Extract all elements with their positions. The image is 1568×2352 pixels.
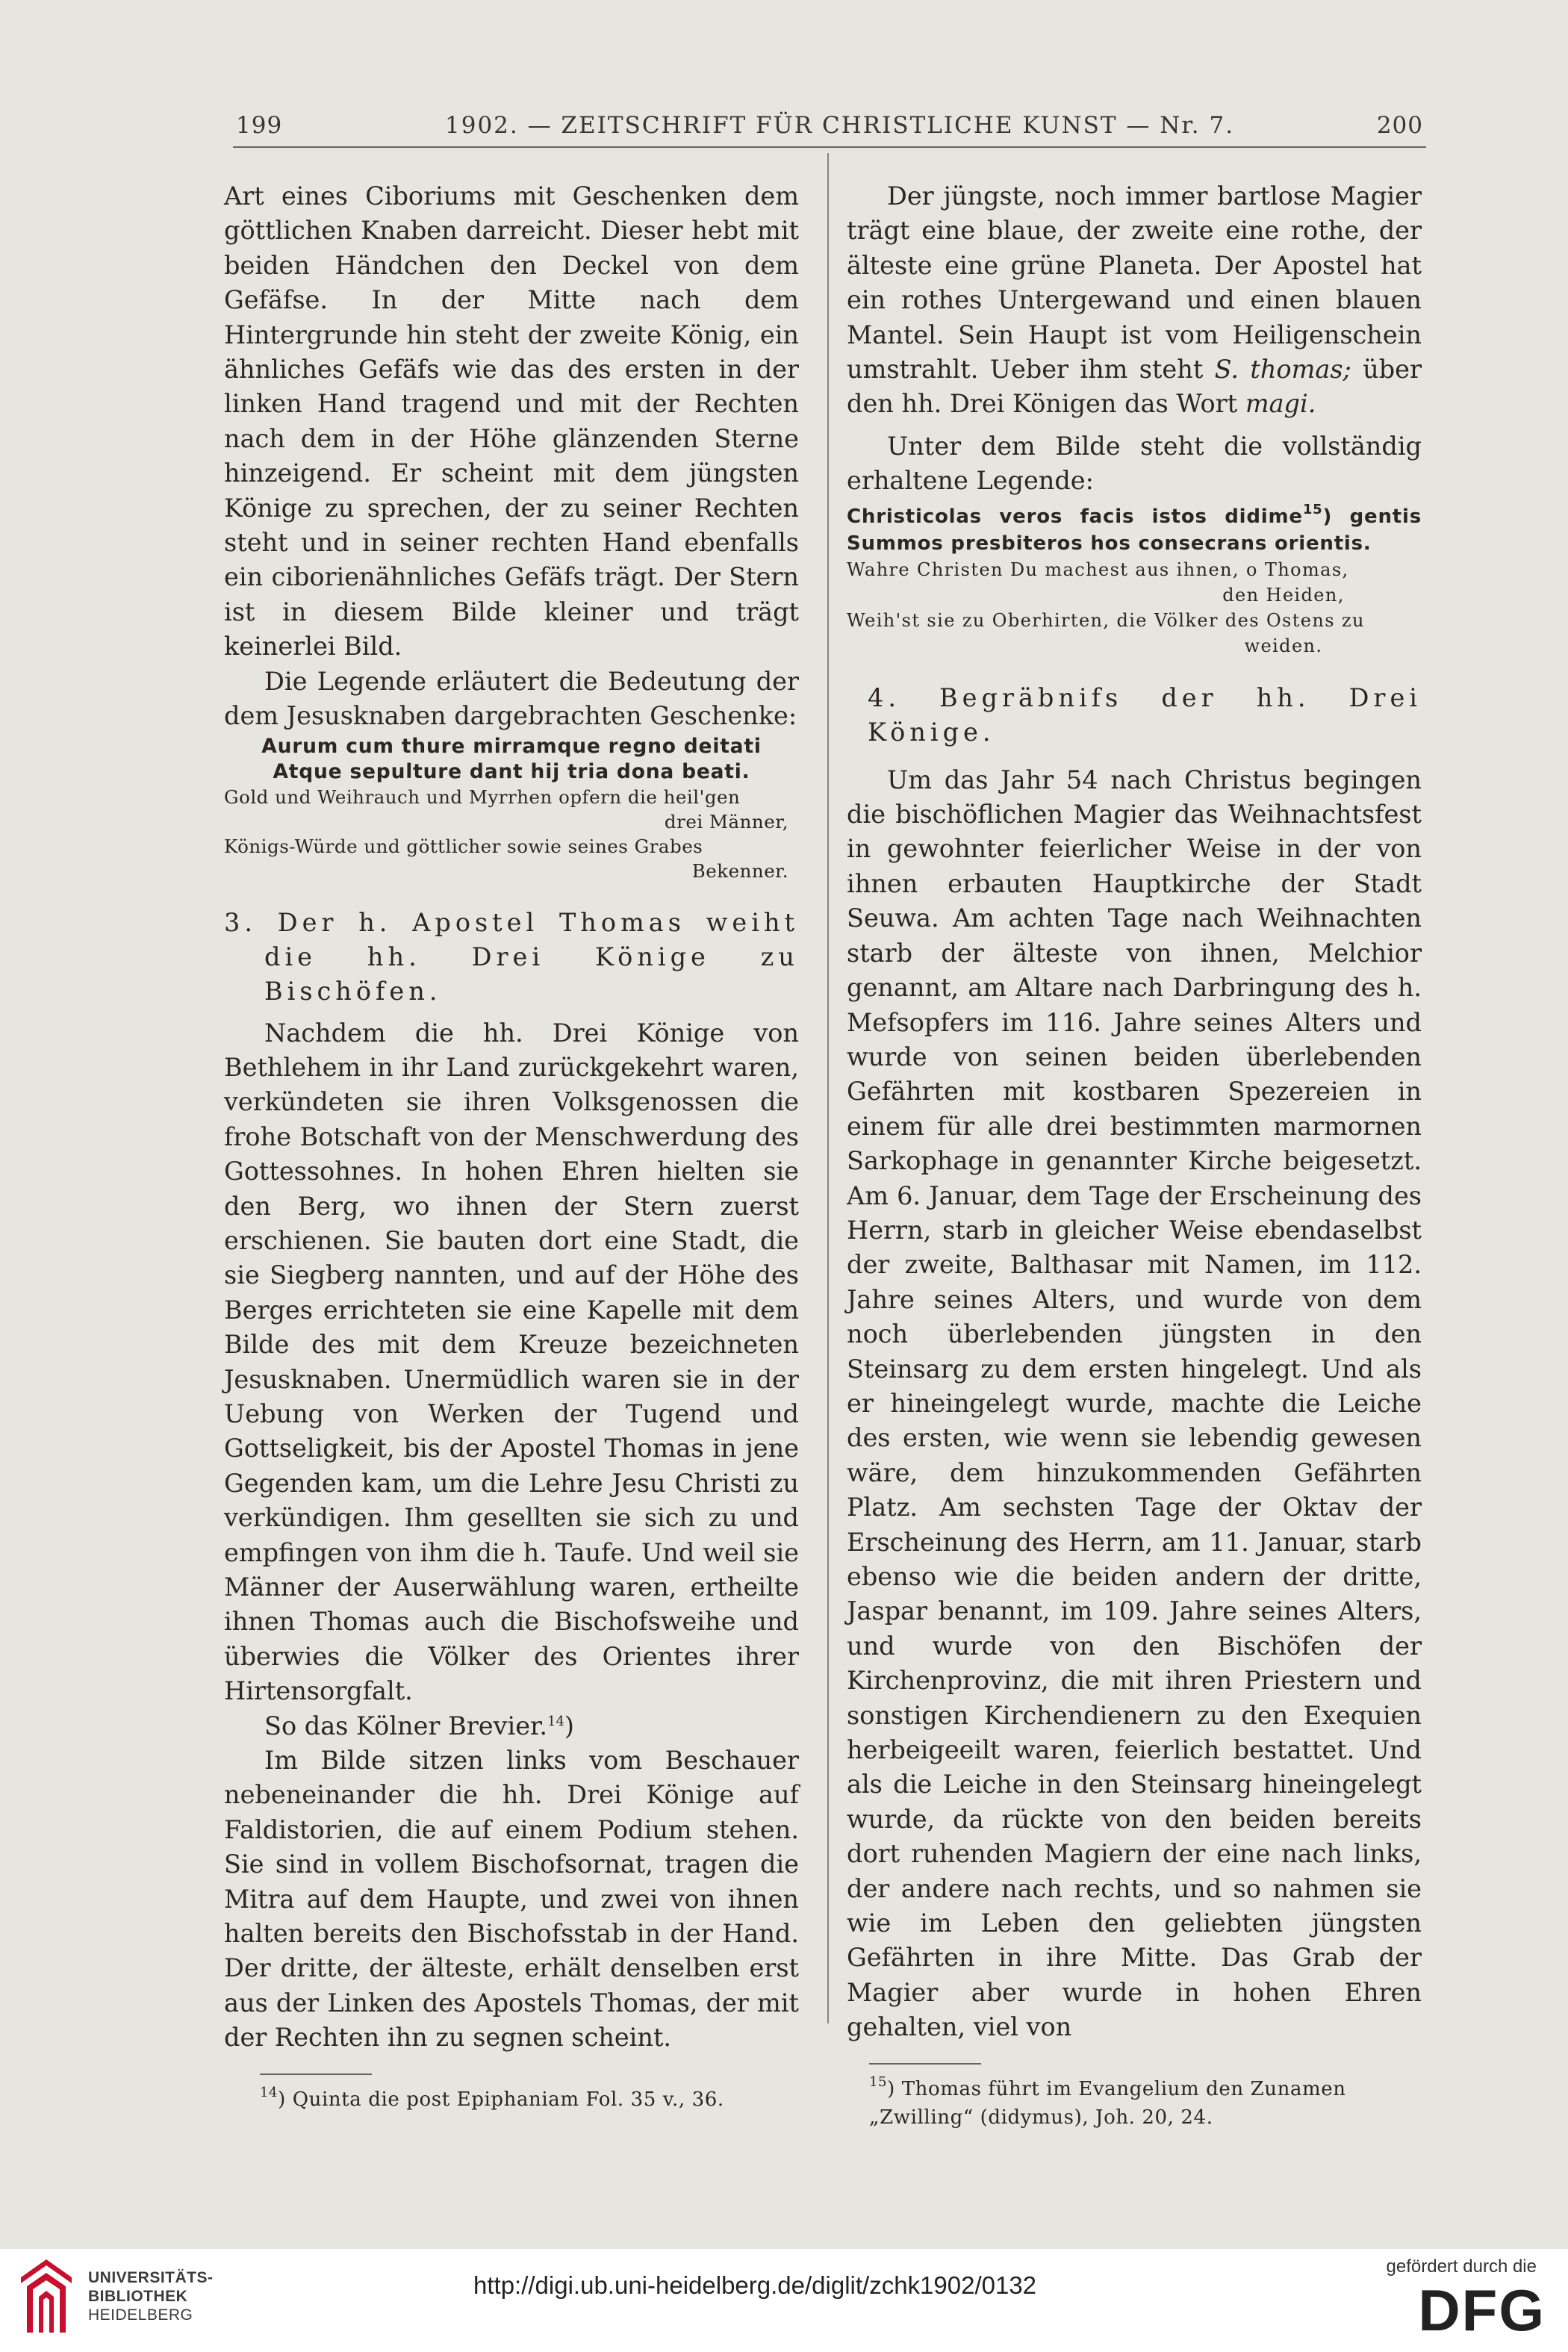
column-divider bbox=[827, 153, 829, 2023]
translation-1-line-a: Gold und Weihrauch und Myrrhen opfern die heil'gen bbox=[224, 785, 741, 808]
right-paragraph-3: Um das Jahr 54 nach Christus begingen die bischöflichen Magier das Weihnachtsfest in gewohnter feierlicher Weise in der von ihnen erbauten Hauptkirche der Stadt Seuwa. Am achten Tage nach Weihnachten starb der älteste von ihnen, Melchior genannt, am Altare nach Darbringung des h. Mefsopfers im 116. Jahre seines Alters und wurde von seinen beiden überlebenden Gefährten mit kostbaren Spezereien in einem für alle drei bestimmten marmornen Sarkophage in genannter Kirche beigesetzt. Am 6. Januar, dem Tage der Erscheinung des Herrn, starb in gleicher Weise ebendaselbst der zweite, Balthasar mit Namen, im 112. Jahre seines Alters, und wurde von dem noch überlebenden jüngsten in den Steinsarg zu dem ersten hingelegt. Und als er hineingelegt wurde, machte die Leiche des ersten, wie wenn sie lebendig gewesen wäre, dem hinzukommenden Gefährten Platz. Am sechsten Tage der Oktav der Erscheinung des Herrn, am 11. Januar, starb ebenso wie die beiden andern der dritte, Jaspar benannt, im 109. Jahre seines Alters, und wurde von den Bischöfen der Kirchenprovinz, die mit ihren Priestern und sonstigen Kirchendienern zu den Exequien herbeigeeilt waren, feierlich bestattet. Und als die Leiche in den Steinsarg hineingelegt wurde, da rückte von den beiden bereits dort ruhenden Magiern der eine nach links, der andere nach rechts, und so nahmen sie wie im Leben den geliebten jüngsten Gefährten in ihre Mitte. Das Grab der Magier aber wurde in hohen Ehren gehalten, viel von bbox=[847, 765, 1422, 2042]
left-paragraph-3: Nachdem die hh. Drei Könige von Bethlehem in ihr Land zurückgekehrt waren, verkündeten sie ihren Volksgenossen die frohe Botschaft von der Menschwerdung des Gottessohnes. In hohen Ehren hielten sie den Berg, wo ihnen der Stern zuerst erschienen. Sie bauten dort eine Stadt, die sie Siegberg nannten, und auf der Höhe des Berges errichteten sie eine Kapelle mit dem Bilde des mit dem Kreuze bezeichneten Jesusknaben. Unermüdlich waren sie in der Uebung von Werken der Tugend und Gottseligkeit, bis der Apostel Thomas in jene Gegenden kam, um die Lehre Jesu Christi zu verkündigen. Ihm gesellten sie sich zu und empfingen von ihm die h. Taufe. Und weil sie Männer der Auserwählung waren, ertheilte ihnen Thomas auch die Bischofsweihe und überwies die Völker des Orientes ihrer Hirtensorgfalt. bbox=[224, 1018, 799, 1706]
header-rule bbox=[233, 146, 1426, 148]
translation-right-1-line-a: Wahre Christen Du machest aus ihnen, o Thomas, bbox=[847, 559, 1349, 580]
section-heading-3: 3. Der h. Apostel Thomas weiht die hh. Drei Könige zu Bischöfen. bbox=[224, 907, 799, 1006]
library-name-line-2: BIBLIOTHEK bbox=[88, 2288, 188, 2305]
right-column bbox=[847, 179, 1422, 2132]
library-name bbox=[88, 2268, 214, 2324]
right-paragraph-1-mid: über den hh. Drei Königen das Wort bbox=[847, 355, 1422, 419]
left-paragraph-1: Art eines Ciboriums mit Geschenken dem göttlichen Knaben darreicht. Dieser hebt mit beiden Händchen den Deckel von dem Gefäfse. In der Mitte nach dem Hintergrunde hin steht der zweite König, ein ähnliches Gefäfs wie das des ersten in der linken Hand tragend und mit der Rechten nach dem in der Höhe glänzenden Sterne hinzeigend. Er scheint mit dem jüngsten Könige zu sprechen, der zu seiner Rechten steht und in seiner rechten Hand ebenfalls ein ciborienähnliches Gefäfs trägt. Der Stern ist in diesem Bilde kleiner und trägt keinerlei Bild. bbox=[224, 181, 799, 662]
journal-title: 1902. — ZEITSCHRIFT FÜR CHRISTLICHE KUNST — Nr. 7. bbox=[445, 112, 1235, 139]
legend-translation-right-2 bbox=[847, 608, 1422, 659]
translation-right-2-line-b: weiden. bbox=[1244, 635, 1323, 656]
translation-right-1-line-b: den Heiden, bbox=[1222, 584, 1345, 606]
page-number-left: 199 bbox=[236, 112, 283, 139]
running-header bbox=[236, 106, 1423, 139]
left-paragraph-5: Im Bilde sitzen links vom Beschauer nebeneinander die hh. Drei Könige auf Faldistorien, die auf einem Podium stehen. Sie sind in vollem Bischofsornat, tragen die Mitra auf dem Haupte, und zwei von ihnen halten bereits den Bischofsstab in der Hand. Der dritte, der älteste, erhält denselben erst aus der Linken des Apostels Thomas, der mit der Rechten ihn zu segnen scheint. bbox=[224, 1746, 799, 2053]
footnote-rule-right bbox=[869, 2063, 981, 2065]
dfg-logo[interactable]: DFG bbox=[1418, 2277, 1546, 2343]
footnote-ref-14: 14 bbox=[547, 1713, 564, 1729]
right-paragraph-1 bbox=[847, 179, 1422, 422]
library-name-line-1: UNIVERSITÄTS- bbox=[88, 2269, 214, 2286]
permalink-url[interactable]: http://digi.ub.uni-heidelberg.de/diglit/zchk1902/0132 bbox=[473, 2271, 1037, 2299]
right-paragraph-2: Unter dem Bilde steht die vollständig erhaltene Legende: bbox=[847, 431, 1422, 496]
legend-verse-right bbox=[847, 503, 1422, 557]
footnote-14-mark: 14 bbox=[260, 2084, 279, 2100]
left-paragraph-4-text: So das Kölner Brevier. bbox=[264, 1711, 548, 1740]
university-library-logo-icon[interactable] bbox=[16, 2255, 79, 2339]
footnote-15 bbox=[847, 2075, 1422, 2132]
section-heading-4: 4. Begräbnifs der hh. Drei Könige. bbox=[868, 682, 1422, 747]
footnote-ref-15: 15 bbox=[1302, 501, 1323, 517]
translation-2-line-b: Bekenner. bbox=[691, 859, 788, 882]
legend-verse-1: Aurum cum thure mirramque regno deitati bbox=[261, 734, 762, 758]
footnote-rule-left bbox=[260, 2073, 372, 2075]
legend-translation-1 bbox=[224, 785, 799, 834]
viewer-footer bbox=[0, 2249, 1568, 2352]
legend-translation-2 bbox=[224, 834, 799, 883]
left-paragraph-2: Die Legende erläutert die Bedeutung der dem Jesusknaben dargebrachten Geschenke: bbox=[224, 666, 799, 731]
translation-right-2-line-a: Weih'st sie zu Oberhirten, die Völker des Ostens zu bbox=[847, 609, 1365, 631]
inscription-magi: magi. bbox=[1245, 389, 1316, 419]
footnote-14 bbox=[224, 2085, 799, 2114]
left-paragraph-4-end: ) bbox=[564, 1711, 574, 1740]
footnote-15-text: ) Thomas führt im Evangelium den Zunamen „Zwilling“ (didymus), Joh. 20, 24. bbox=[869, 2077, 1346, 2129]
legend-verse-right-a: Christicolas veros facis istos didime bbox=[847, 505, 1303, 528]
footnote-15-mark: 15 bbox=[869, 2073, 888, 2090]
left-paragraph-4 bbox=[224, 1709, 799, 1743]
translation-2-line-a: Königs-Würde und göttlicher sowie seines Grabes bbox=[224, 835, 703, 857]
footnote-14-text: ) Quinta die post Epiphaniam Fol. 35 v., 36. bbox=[278, 2088, 724, 2111]
inscription-thomas: S. thomas; bbox=[1214, 355, 1351, 385]
legend-verse-2: Atque sepulture dant hij tria dona beati. bbox=[273, 759, 750, 783]
translation-1-line-b: drei Männer, bbox=[664, 810, 788, 833]
sponsor-text: gefördert durch die bbox=[1386, 2256, 1537, 2277]
left-column bbox=[224, 179, 799, 2114]
legend-verse-right-b: ) gentis Summos presbiteros hos consecrans orientis. bbox=[847, 505, 1422, 555]
library-name-line-3: HEIDELBERG bbox=[88, 2306, 193, 2324]
page-number-right: 200 bbox=[1376, 112, 1423, 139]
right-paragraph-1-text: Der jüngste, noch immer bartlose Magier trägt eine blaue, der zweite eine rothe, der älteste eine grüne Planeta. Der Apostel hat ein rothes Untergewand und einen blauen Mantel. Sein Haupt ist vom Heiligenschein umstrahlt. Ueber ihm steht bbox=[847, 181, 1422, 385]
legend-translation-right-1 bbox=[847, 557, 1422, 608]
